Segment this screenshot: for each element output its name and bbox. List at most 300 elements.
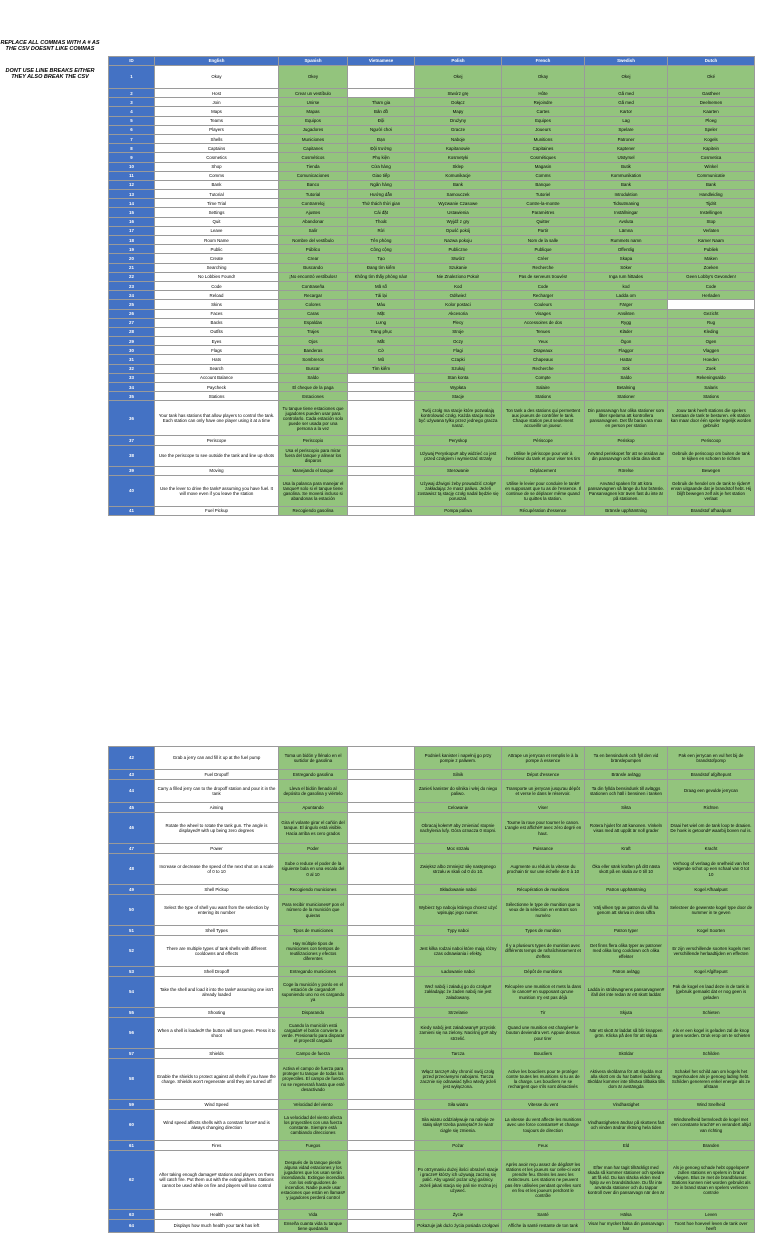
cell-vi: Cửa hàng bbox=[348, 162, 415, 171]
cell-nl: Pak een jerrycan en vul het bij de brandstofpomp bbox=[668, 747, 755, 770]
cell-es: Vida bbox=[279, 1210, 348, 1220]
cell-vi bbox=[348, 466, 415, 475]
cell-es: Espaldas bbox=[279, 318, 348, 327]
cell-sv: Söker bbox=[585, 263, 668, 272]
cell-en: Use the periscope to see outside the tank and line up shots bbox=[155, 445, 279, 466]
cell-fr: Contre-la-montre bbox=[502, 199, 585, 208]
cell-en: Hats bbox=[155, 355, 279, 364]
cell-nl: Kaarten bbox=[668, 107, 755, 116]
cell-en: Shell Types bbox=[155, 926, 279, 936]
table-row bbox=[109, 1008, 755, 1018]
cell-pl: Gracze bbox=[415, 125, 502, 134]
table-row bbox=[109, 1059, 755, 1100]
cell-nl: Instellingen bbox=[668, 208, 755, 217]
header-cell: Swedish bbox=[585, 57, 668, 66]
cell-nl: Maken bbox=[668, 254, 755, 263]
cell-sv: Rotera hjulet för att kanonen. Vinkeln visas med att uppåt är noll grader bbox=[585, 813, 668, 844]
table-row bbox=[109, 337, 755, 346]
cell-vi bbox=[348, 967, 415, 977]
cell-es: Cuando la munición está cargada# el botón convierte a verde. Presionarlo para disparar el proyectil cargado bbox=[279, 1018, 348, 1049]
cell-es: Lleva el bidón llenado al depósito de gasolina y viértelo bbox=[279, 780, 348, 803]
cell-nl: Geen Lobby's Gevonden! bbox=[668, 272, 755, 281]
table-row bbox=[109, 383, 755, 392]
cell-sv: Butik bbox=[585, 162, 668, 171]
cell-nl: Windsnelheid beïnvloedt de kogel met een constante kracht# en verandert altijd van richting bbox=[668, 1110, 755, 1141]
cell-fr: Cosmétiques bbox=[502, 153, 585, 162]
translation-table-top bbox=[108, 56, 755, 516]
cell-en: Select the type of shell you want from the selection by entering its number bbox=[155, 895, 279, 926]
table-row bbox=[109, 190, 755, 199]
table-row bbox=[109, 107, 755, 116]
cell-pl: Używaj dźwigni żeby prowadzić czołg# zakładając że masz paliwo. Jeżeli zostawisz tą stację czołg nadal będzie się poruszał. bbox=[415, 475, 502, 506]
cell-pl: Czapki bbox=[415, 355, 502, 364]
cell-nl: Gastheer bbox=[668, 89, 755, 98]
cell-pl: Wyjdź z gry bbox=[415, 217, 502, 226]
cell-en: Join bbox=[155, 98, 279, 107]
cell-pl: Stacje bbox=[415, 392, 502, 401]
cell-pl: Sterowanie bbox=[415, 466, 502, 475]
table-row bbox=[109, 309, 755, 318]
cell-vi: Tạo bbox=[348, 254, 415, 263]
cell-sv: kod bbox=[585, 281, 668, 290]
cell-fr: La vitesse du vent affecte les munitions avec une force constante# et change toujours de direction bbox=[502, 1110, 585, 1141]
cell-nl: Communicatie bbox=[668, 171, 755, 180]
cell-nl: Speler bbox=[668, 125, 755, 134]
cell-en: Shells bbox=[155, 134, 279, 143]
cell-es: Jugadores bbox=[279, 125, 348, 134]
cell-fr: Yeux bbox=[502, 337, 585, 346]
cell-fr: Santé bbox=[502, 1210, 585, 1220]
table-row bbox=[109, 346, 755, 355]
cell-nl: Richten bbox=[668, 803, 755, 813]
cell-id: 8 bbox=[109, 144, 155, 153]
cell-pl: Włącz tarczę# aby chronić swój czołg przed przeciwnymi nabojami. Tarcza zacznie się odnawiać tylko wtedy jeżeli jest wyłączona. bbox=[415, 1059, 502, 1100]
cell-id: 31 bbox=[109, 355, 155, 364]
cell-en: Shooting bbox=[155, 1008, 279, 1018]
table-row bbox=[109, 1141, 755, 1151]
cell-vi: Đội trưởng bbox=[348, 144, 415, 153]
cell-id: 24 bbox=[109, 291, 155, 300]
cell-id: 19 bbox=[109, 245, 155, 254]
table-row bbox=[109, 66, 755, 89]
cell-fr: Okay bbox=[502, 66, 585, 89]
cell-vi: Tìm kiếm bbox=[348, 364, 415, 373]
cell-en: Health bbox=[155, 1210, 279, 1220]
cell-pl: Komunikacje bbox=[415, 171, 502, 180]
cell-en: Searching bbox=[155, 263, 279, 272]
cell-nl: Schakel het schild aan om kogels het tegenhouden als je genoeg lading hebt. Schilden genereren enkel energie als ze afstaan bbox=[668, 1059, 755, 1100]
cell-nl: Publiek bbox=[668, 245, 755, 254]
cell-es: Hay múltiple tipos de municiones con tiempos de reutilizaciones y efectos diferentes bbox=[279, 936, 348, 967]
table-row bbox=[109, 936, 755, 967]
cell-nl: Als er een kogel is geladen zal de knop groen worden. Druk erop om te schieten bbox=[668, 1018, 755, 1049]
cell-fr: Drapeaux bbox=[502, 346, 585, 355]
cell-fr: Quand une munition est chargée# le bouton deviendra vert. Appuie dessus pour tirer bbox=[502, 1018, 585, 1049]
table-row bbox=[109, 1220, 755, 1233]
cell-fr: Transporte un jerrycan jusqu'au dépôt et verse le dans le réservoir. bbox=[502, 780, 585, 803]
cell-en: When a shell is loaded# the button will turn green. Press it to shoot bbox=[155, 1018, 279, 1049]
cell-vi bbox=[348, 854, 415, 885]
cell-sv: Öka eller sänk kraften på ditt nästa skott på en skala av 0 till 10 bbox=[585, 854, 668, 885]
cell-nl: Deelnemen bbox=[668, 98, 755, 107]
cell-id: 62 bbox=[109, 1151, 155, 1210]
cell-vi bbox=[348, 936, 415, 967]
cell-es: Trajes bbox=[279, 327, 348, 336]
cell-fr: Partir bbox=[502, 226, 585, 235]
cell-fr: Utilise le périscope pour voir à l'extérieur du tank et pour viser tes tirs bbox=[502, 445, 585, 466]
cell-en: Use the lever to drive the tank# assuming you have fuel. It will move even if you leave the station bbox=[155, 475, 279, 506]
cell-sv: Lag bbox=[585, 116, 668, 125]
cell-sv: Bränsle avlägg bbox=[585, 770, 668, 780]
table-row bbox=[109, 272, 755, 281]
cell-nl: Kamer Naam bbox=[668, 236, 755, 245]
cell-vi bbox=[348, 401, 415, 436]
cell-pl: Stwórz bbox=[415, 254, 502, 263]
cell-sv: Skjuta bbox=[585, 1008, 668, 1018]
cell-pl: Naboje bbox=[415, 134, 502, 143]
cell-nl: Rug bbox=[668, 318, 755, 327]
table-row bbox=[109, 1210, 755, 1220]
cell-fr: Couleurs bbox=[502, 300, 585, 309]
cell-es: Recogiendo municiones bbox=[279, 885, 348, 895]
cell-sv: Kartor bbox=[585, 107, 668, 116]
table-row bbox=[109, 475, 755, 506]
cell-fr: Munitions bbox=[502, 134, 585, 143]
cell-nl: Oké bbox=[668, 66, 755, 89]
cell-vi bbox=[348, 506, 415, 515]
cell-vi bbox=[348, 66, 415, 89]
cell-en: Wind Speed bbox=[155, 1100, 279, 1110]
cell-fr: Cartes bbox=[502, 107, 585, 116]
cell-vi bbox=[348, 1100, 415, 1110]
cell-sv: Hälsa bbox=[585, 1210, 668, 1220]
cell-sv: Utstyrsel bbox=[585, 153, 668, 162]
cell-vi: Hướng dẫn bbox=[348, 190, 415, 199]
cell-pl: Wypłata bbox=[415, 383, 502, 392]
cell-id: 5 bbox=[109, 116, 155, 125]
cell-id: 48 bbox=[109, 854, 155, 885]
cell-nl: Er zijn verschillende soorten kogels met verschillende herlaadtijden en effecten bbox=[668, 936, 755, 967]
cell-fr: Hôte bbox=[502, 89, 585, 98]
cell-nl: Ploeg bbox=[668, 116, 755, 125]
cell-id: 1 bbox=[109, 66, 155, 89]
cell-pl: Siła wiatru oddziaływuje na naboje ze stałą siłą# trzeba pamiętać# że wiatr ciągle się zmienia. bbox=[415, 1110, 502, 1141]
cell-sv: Lämna bbox=[585, 226, 668, 235]
cell-es: Municiones bbox=[279, 134, 348, 143]
cell-pl: Okej bbox=[415, 66, 502, 89]
cell-sv: Ögon bbox=[585, 337, 668, 346]
cell-pl: Kod bbox=[415, 281, 502, 290]
header-cell: Spanish bbox=[279, 57, 348, 66]
cell-vi: Trang phục bbox=[348, 327, 415, 336]
cell-fr: Dépot d'essence bbox=[502, 770, 585, 780]
table-row bbox=[109, 245, 755, 254]
cell-id: 11 bbox=[109, 171, 155, 180]
cell-vi: Đạn bbox=[348, 134, 415, 143]
cell-fr: Salaire bbox=[502, 383, 585, 392]
table-row bbox=[109, 895, 755, 926]
cell-fr: Après avoir reçu assez de dégâts# les stations et les joueurs sur celle-ci vont prendre feu. Éteins les avec les extincteurs. Les stations ne peuvent pas être utilisées pendant qu'elles sont en feu et les joueurs perdront le contrôle bbox=[502, 1151, 585, 1210]
cell-sv: Sköldar bbox=[585, 1049, 668, 1059]
cell-nl: Schieten bbox=[668, 1008, 755, 1018]
cell-nl: Verlaten bbox=[668, 226, 755, 235]
cell-fr: Banque bbox=[502, 180, 585, 189]
cell-es: La velocidad del viento afecta los proyectiles con una fuerza constante. Siempre está cambiando direcciones bbox=[279, 1110, 348, 1141]
cell-en: Paycheck bbox=[155, 383, 279, 392]
cell-en: Okay bbox=[155, 66, 279, 89]
cell-en: Teams bbox=[155, 116, 279, 125]
cell-sv: Aktivera sköldarna för att skydda mot alla skott om du har batteri laddning. Sköldar kommer inte tillväxa tillbaka tills dom är avstängda bbox=[585, 1059, 668, 1100]
cell-fr: Recharger bbox=[502, 291, 585, 300]
cell-en: Grab a jerry can and fill it up at the fuel pump bbox=[155, 747, 279, 770]
cell-nl: Tijdrit bbox=[668, 199, 755, 208]
cell-sv: Avsluta bbox=[585, 217, 668, 226]
cell-es: Velocidad del viento bbox=[279, 1100, 348, 1110]
cell-en: Public bbox=[155, 245, 279, 254]
cell-nl: Kogel Afgiftepunt bbox=[668, 967, 755, 977]
cell-fr: Recherche bbox=[502, 364, 585, 373]
table-row bbox=[109, 813, 755, 844]
cell-id: 23 bbox=[109, 281, 155, 290]
cell-pl: Mapy bbox=[415, 107, 502, 116]
cell-fr: Périscope bbox=[502, 436, 585, 445]
cell-vi: Cờ bbox=[348, 346, 415, 355]
note-commas: REPLACE ALL COMMAS WITH A # AS THE CSV DOESNT LIKE COMMAS bbox=[0, 40, 100, 53]
cell-pl: Publiczne bbox=[415, 245, 502, 254]
cell-id: 33 bbox=[109, 373, 155, 382]
cell-sv: Ladda in stridsvagnens pansarvagnen# ifall det inte redan är ett skott laddat bbox=[585, 977, 668, 1008]
cell-id: 52 bbox=[109, 936, 155, 967]
table-row bbox=[109, 116, 755, 125]
table-row bbox=[109, 844, 755, 854]
cell-en: Flags bbox=[155, 346, 279, 355]
cell-nl: Stop bbox=[668, 217, 755, 226]
cell-es: Okey bbox=[279, 66, 348, 89]
cell-sv: Spelare bbox=[585, 125, 668, 134]
table-row bbox=[109, 803, 755, 813]
cell-fr: Nom de la salle bbox=[502, 236, 585, 245]
cell-en: Displays how much health your tank has left bbox=[155, 1220, 279, 1233]
cell-sv: Sikta bbox=[585, 803, 668, 813]
cell-fr: Vitesse du vent bbox=[502, 1100, 585, 1110]
cell-en: Faces bbox=[155, 309, 279, 318]
cell-en: Reload bbox=[155, 291, 279, 300]
cell-es: Cosméticos bbox=[279, 153, 348, 162]
cell-en: Shell Pickup bbox=[155, 885, 279, 895]
cell-nl: Zoeken bbox=[668, 263, 755, 272]
cell-vi: Màu bbox=[348, 300, 415, 309]
cell-en: No Lobbies Found! bbox=[155, 272, 279, 281]
cell-vi bbox=[348, 383, 415, 392]
cell-vi: Người chơi bbox=[348, 125, 415, 134]
cell-pl: Życie bbox=[415, 1210, 502, 1220]
note-linebreaks: DONT USE LINE BREAKS EITHER THEY ALSO BREAK THE CSV bbox=[5, 68, 95, 81]
cell-en: Fires bbox=[155, 1141, 279, 1151]
table-row bbox=[109, 355, 755, 364]
cell-nl: Kogel Soorten bbox=[668, 926, 755, 936]
cell-es: Tienda bbox=[279, 162, 348, 171]
cell-id: 42 bbox=[109, 747, 155, 770]
cell-sv: Stationer bbox=[585, 392, 668, 401]
cell-en: Periscope bbox=[155, 436, 279, 445]
cell-vi: Mắt bbox=[348, 337, 415, 346]
cell-fr: Augmente ou réduis la vitesse du prochain tir sur une échelle de 0 à 10 bbox=[502, 854, 585, 885]
cell-fr: Tenues bbox=[502, 327, 585, 336]
cell-pl: Siła wiatru bbox=[415, 1100, 502, 1110]
cell-es: Buscando bbox=[279, 263, 348, 272]
cell-fr: Rejoindre bbox=[502, 98, 585, 107]
table-row bbox=[109, 327, 755, 336]
cell-id: 20 bbox=[109, 254, 155, 263]
cell-id: 47 bbox=[109, 844, 155, 854]
cell-fr: Types de munition bbox=[502, 926, 585, 936]
cell-fr: Puissance bbox=[502, 844, 585, 854]
cell-pl: Wyzwanie Czasowe bbox=[415, 199, 502, 208]
cell-pl: Moc strzału bbox=[415, 844, 502, 854]
cell-en: Leave bbox=[155, 226, 279, 235]
cell-es: Apuntando bbox=[279, 803, 348, 813]
cell-id: 49 bbox=[109, 885, 155, 895]
cell-es: Capitanes bbox=[279, 144, 348, 153]
cell-en: Players bbox=[155, 125, 279, 134]
cell-fr: Accessoires de dos bbox=[502, 318, 585, 327]
cell-vi: Mã số bbox=[348, 281, 415, 290]
cell-vi: Thoát bbox=[348, 217, 415, 226]
cell-vi: Tải lại bbox=[348, 291, 415, 300]
cell-sv: Din pansarvagn har olika stationer som låter spelarna att kontrollera pansarvagnen. Det får bara vara max en person per station bbox=[585, 401, 668, 436]
cell-es: Ojos bbox=[279, 337, 348, 346]
table-row bbox=[109, 770, 755, 780]
cell-id: 39 bbox=[109, 466, 155, 475]
cell-es: Enseña cuanta vida tu tanque tiene quedando bbox=[279, 1220, 348, 1233]
cell-nl: Brandstof afhaalpunt bbox=[668, 506, 755, 515]
cell-vi: Phụ kiện bbox=[348, 153, 415, 162]
cell-fr: Il y a plusieurs types de munition avec différents temps de rafraîchissement et d'effets bbox=[502, 936, 585, 967]
table-row bbox=[109, 885, 755, 895]
cell-nl: Gebruik de periscoop om buiten de tank te kijken en schoten te richten bbox=[668, 445, 755, 466]
cell-vi bbox=[348, 1049, 415, 1059]
cell-sv: Ansikten bbox=[585, 309, 668, 318]
cell-sv: Efter man har tagit tillräckligt med skada så kommer stationer och spelare att få eld. Du kan släcka elden med hjälp av en brandsläckare. Du får inte använda stationer och du tappar kontroll över din pansarvagn när den är bbox=[585, 1151, 668, 1210]
cell-vi bbox=[348, 392, 415, 401]
cell-id: 37 bbox=[109, 436, 155, 445]
cell-vi bbox=[348, 1141, 415, 1151]
cell-vi: Mặt bbox=[348, 309, 415, 318]
cell-pl: Jest kilka rodzai naboi które mają różny czas odnawiania i efekty. bbox=[415, 936, 502, 967]
cell-pl: Drużyny bbox=[415, 116, 502, 125]
cell-vi bbox=[348, 844, 415, 854]
cell-es: Saldo bbox=[279, 373, 348, 382]
cell-fr: Chapeaux bbox=[502, 355, 585, 364]
cell-pl: Używaj Peryskopu# aby widzieć co jest przed czołgiem i wymierzać strzały bbox=[415, 445, 502, 466]
table-row bbox=[109, 89, 755, 98]
cell-es: Usa el periscopio para mirar fuera del tanque y alinear los disparos bbox=[279, 445, 348, 466]
cell-nl: Verhoog of verlaag de snelheid van het volgende schot op een schaal van 0 tot 10 bbox=[668, 854, 755, 885]
header-cell: Polish bbox=[415, 57, 502, 66]
cell-id: 30 bbox=[109, 346, 155, 355]
table-row bbox=[109, 1110, 755, 1141]
cell-id: 25 bbox=[109, 300, 155, 309]
cell-fr: Feux bbox=[502, 1141, 585, 1151]
cell-es: Fuegos bbox=[279, 1141, 348, 1151]
cell-en: Outfits bbox=[155, 327, 279, 336]
cell-vi bbox=[348, 1110, 415, 1141]
table-row bbox=[109, 926, 755, 936]
cell-vi bbox=[348, 926, 415, 936]
cell-fr: Recherche bbox=[502, 263, 585, 272]
header-row bbox=[109, 57, 755, 66]
cell-sv: Skapa bbox=[585, 254, 668, 263]
cell-fr: Publique bbox=[502, 245, 585, 254]
cell-es: Tipos de municiones bbox=[279, 926, 348, 936]
cell-pl: Zwiększ albo zmniejsz siłę następnego strzału w skali od 0 do 10. bbox=[415, 854, 502, 885]
cell-sv: Inställningar bbox=[585, 208, 668, 217]
header-cell: French bbox=[502, 57, 585, 66]
cell-id: 45 bbox=[109, 803, 155, 813]
table-row bbox=[109, 125, 755, 134]
cell-sv: Bank bbox=[585, 180, 668, 189]
cell-fr: Ton tank a des stations qui permettent aux joueurs de contrôler le tank. Chaque station peut seulement accueillir un joueur. bbox=[502, 401, 585, 436]
cell-es: Recogiendo gasolina bbox=[279, 506, 348, 515]
cell-es: Toma un bidón y llénalo en el surtidor de gasolina bbox=[279, 747, 348, 770]
cell-pl: Peryskop bbox=[415, 436, 502, 445]
cell-pl: Pożar bbox=[415, 1141, 502, 1151]
cell-id: 34 bbox=[109, 383, 155, 392]
cell-id: 53 bbox=[109, 967, 155, 977]
cell-sv: Saldo bbox=[585, 373, 668, 382]
cell-vi bbox=[348, 475, 415, 506]
header-cell: ID bbox=[109, 57, 155, 66]
cell-sv: Ta en bensindunk och fyll den vid bränslepumpen bbox=[585, 747, 668, 770]
cell-en: Quit bbox=[155, 217, 279, 226]
cell-sv: Patron avlägg bbox=[585, 967, 668, 977]
table-row bbox=[109, 854, 755, 885]
cell-sv: Eld bbox=[585, 1141, 668, 1151]
cell-es: Contrarreloj bbox=[279, 199, 348, 208]
cell-es: Nombre del vestíbulo bbox=[279, 236, 348, 245]
cell-fr: Pas de serveurs trouvés! bbox=[502, 272, 585, 281]
cell-id: 36 bbox=[109, 401, 155, 436]
cell-sv: Använd spaken för att köra pansarvagnen så länge du har bränsle. Pansarvagnen kör även fast du inte är på stationen. bbox=[585, 475, 668, 506]
cell-vi bbox=[348, 780, 415, 803]
cell-pl: Ustawienia bbox=[415, 208, 502, 217]
cell-nl: Cosmetica bbox=[668, 153, 755, 162]
cell-fr: Affiche la santé restante de ton tank bbox=[502, 1220, 585, 1233]
cell-nl: Kogels bbox=[668, 134, 755, 143]
cell-en: Captains bbox=[155, 144, 279, 153]
cell-es: El cheque de la paga bbox=[279, 383, 348, 392]
cell-sv: Hattar bbox=[585, 355, 668, 364]
cell-nl: Brandstof afgiftepunt bbox=[668, 770, 755, 780]
cell-pl: Plecy bbox=[415, 318, 502, 327]
cell-vi bbox=[348, 895, 415, 926]
cell-sv: Tidsutmaning bbox=[585, 199, 668, 208]
cell-en: Shop bbox=[155, 162, 279, 171]
table-row bbox=[109, 199, 755, 208]
cell-id: 57 bbox=[109, 1049, 155, 1059]
cell-sv: Betalning bbox=[585, 383, 668, 392]
cell-nl: Kleding bbox=[668, 327, 755, 336]
cell-es: Crear bbox=[279, 254, 348, 263]
cell-pl: Strzelanie bbox=[415, 1008, 502, 1018]
cell-sv: Kläder bbox=[585, 327, 668, 336]
cell-en: Backs bbox=[155, 318, 279, 327]
cell-pl: Celowanie bbox=[415, 803, 502, 813]
cell-vi: Lưng bbox=[348, 318, 415, 327]
cell-id: 26 bbox=[109, 309, 155, 318]
cell-id: 17 bbox=[109, 226, 155, 235]
table-row bbox=[109, 144, 755, 153]
